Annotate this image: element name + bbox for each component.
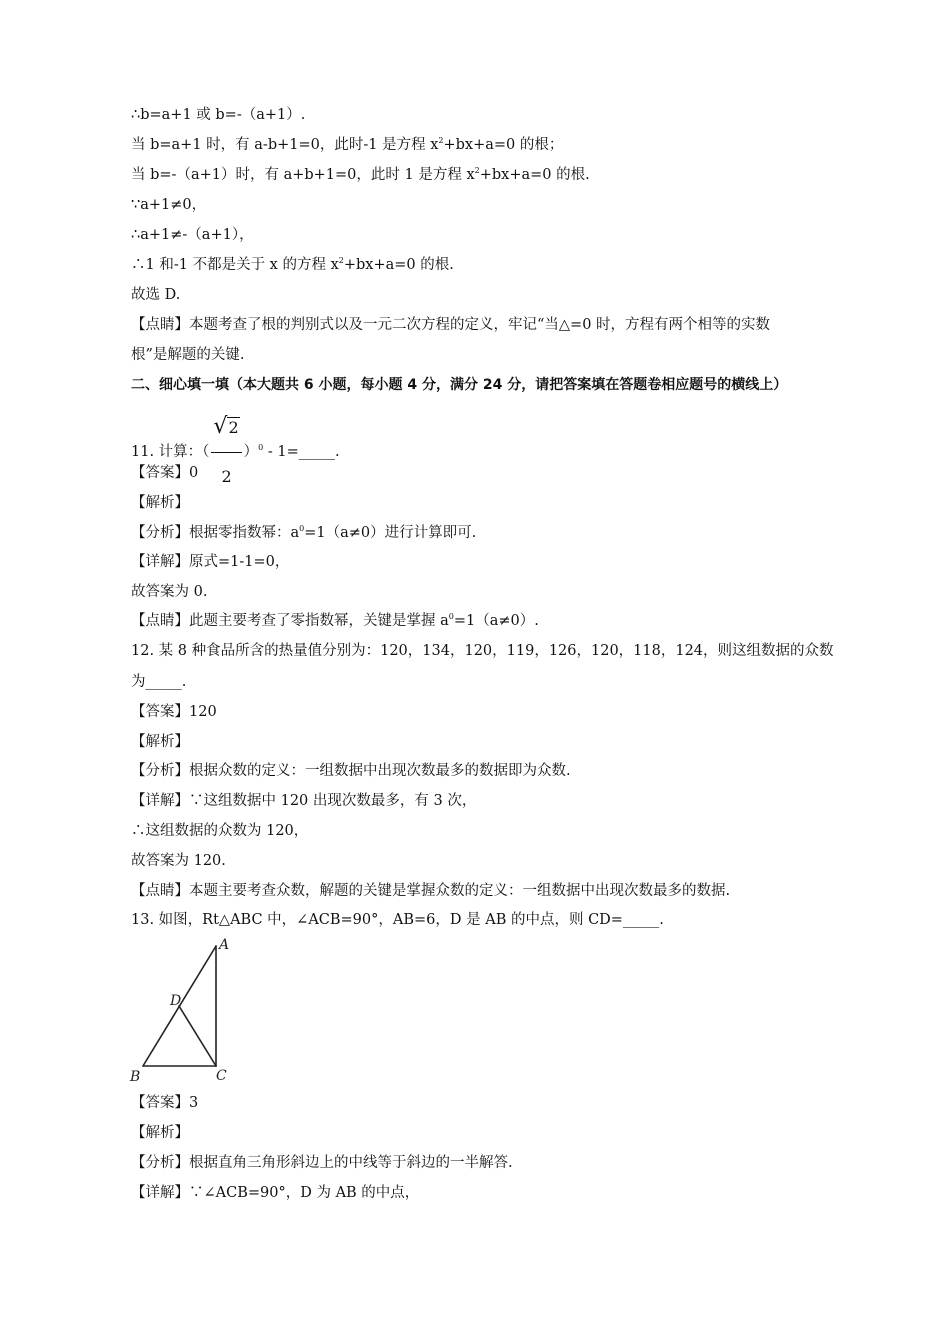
label-B: B <box>130 1069 141 1085</box>
text-line: 故选 D. <box>131 287 181 303</box>
answer-line: 【答案】0 <box>131 465 199 481</box>
text-line: ∴b=a+1 或 b=-（a+1）. <box>131 107 306 123</box>
fenxi-line: 【分析】根据直角三角形斜边上的中线等于斜边的一半解答. <box>131 1155 513 1171</box>
text-line: ∴1 和-1 不都是关于 x 的方程 $x^2+bx+a=0$ 的根. <box>131 256 454 273</box>
dianjing-line: 【点睛】本题主要考查众数，解题的关键是掌握众数的定义：一组数据中出现次数最多的数据. <box>131 883 731 899</box>
text-line: ∴a+1≠-（a+1）， <box>131 227 254 243</box>
jiexi-line: 【解析】 <box>131 495 189 511</box>
sqrt-sign: √ <box>213 414 228 439</box>
text-line: 故答案为 0. <box>131 584 208 600</box>
question-11-stem: 11. 计算：（ $\frac{√2}{2}$ ）$^0$ - 1=_____. <box>131 404 340 500</box>
question-12-stem: 为_____. <box>131 674 187 690</box>
label-C: C <box>216 1068 227 1084</box>
question-13-stem: 13. 如图，Rt△ABC 中，∠ACB=90°，AB=6，D 是 AB 的中点，则 CD=_____. <box>131 912 664 928</box>
question-12-stem: 12. 某 8 种食品所含的热量值分别为：120，134，120，119，126，120，118，124，则这组数据的众数 <box>131 643 834 659</box>
answer-line: 【答案】3 <box>131 1095 199 1111</box>
section-heading: 二、细心填一填（本大题共 6 小题，每小题 4 分，满分 24 分，请把答案填在答题卷相应题号的横线上） <box>131 377 788 393</box>
text-line: ∵a+1≠0， <box>131 197 207 213</box>
fraction: $\frac{√2}{2}$ <box>211 404 241 500</box>
xiangjie-line: 【详解】原式=1-1=0， <box>131 554 290 570</box>
text-line: 故答案为 120. <box>131 853 226 869</box>
text-line: 当 b=a+1 时，有 a-b+1=0，此时-1 是方程 $x^2+bx+a=0$ 的根； <box>131 136 564 153</box>
dianjing-line: 【点睛】此题主要考查了零指数幂，关键是掌握 $a^0=1(a\ne 0)$. <box>131 612 539 629</box>
dianjing-line: 【点睛】本题考查了根的判别式以及一元二次方程的定义，牢记“当△=0 时，方程有两个相等的实数 <box>131 317 771 333</box>
dianjing-line: 根”是解题的关键. <box>131 347 245 363</box>
segment-CD <box>179 1006 216 1066</box>
label-D: D <box>170 993 182 1009</box>
answer-line: 【答案】120 <box>131 704 217 720</box>
text-line: ∴这组数据的众数为 120， <box>131 823 309 839</box>
xiangjie-line: 【详解】∵这组数据中 120 出现次数最多，有 3 次， <box>131 793 477 809</box>
xiangjie-line: 【详解】∵∠ACB=90°，D 为 AB 的中点， <box>131 1185 420 1201</box>
fenxi-line: 【分析】根据零指数幂：$a^0=1(a\ne 0)$进行计算即可. <box>131 524 477 541</box>
fenxi-line: 【分析】根据众数的定义：一组数据中出现次数最多的数据即为众数. <box>131 763 571 779</box>
jiexi-line: 【解析】 <box>131 1125 189 1141</box>
jiexi-line: 【解析】 <box>131 734 189 750</box>
label-A: A <box>219 937 230 953</box>
triangle-figure <box>126 933 246 1088</box>
text-line: 当 b=-（a+1）时，有 a+b+1=0，此时 1 是方程 $x^2+bx+a=0$ 的根. <box>131 166 590 183</box>
